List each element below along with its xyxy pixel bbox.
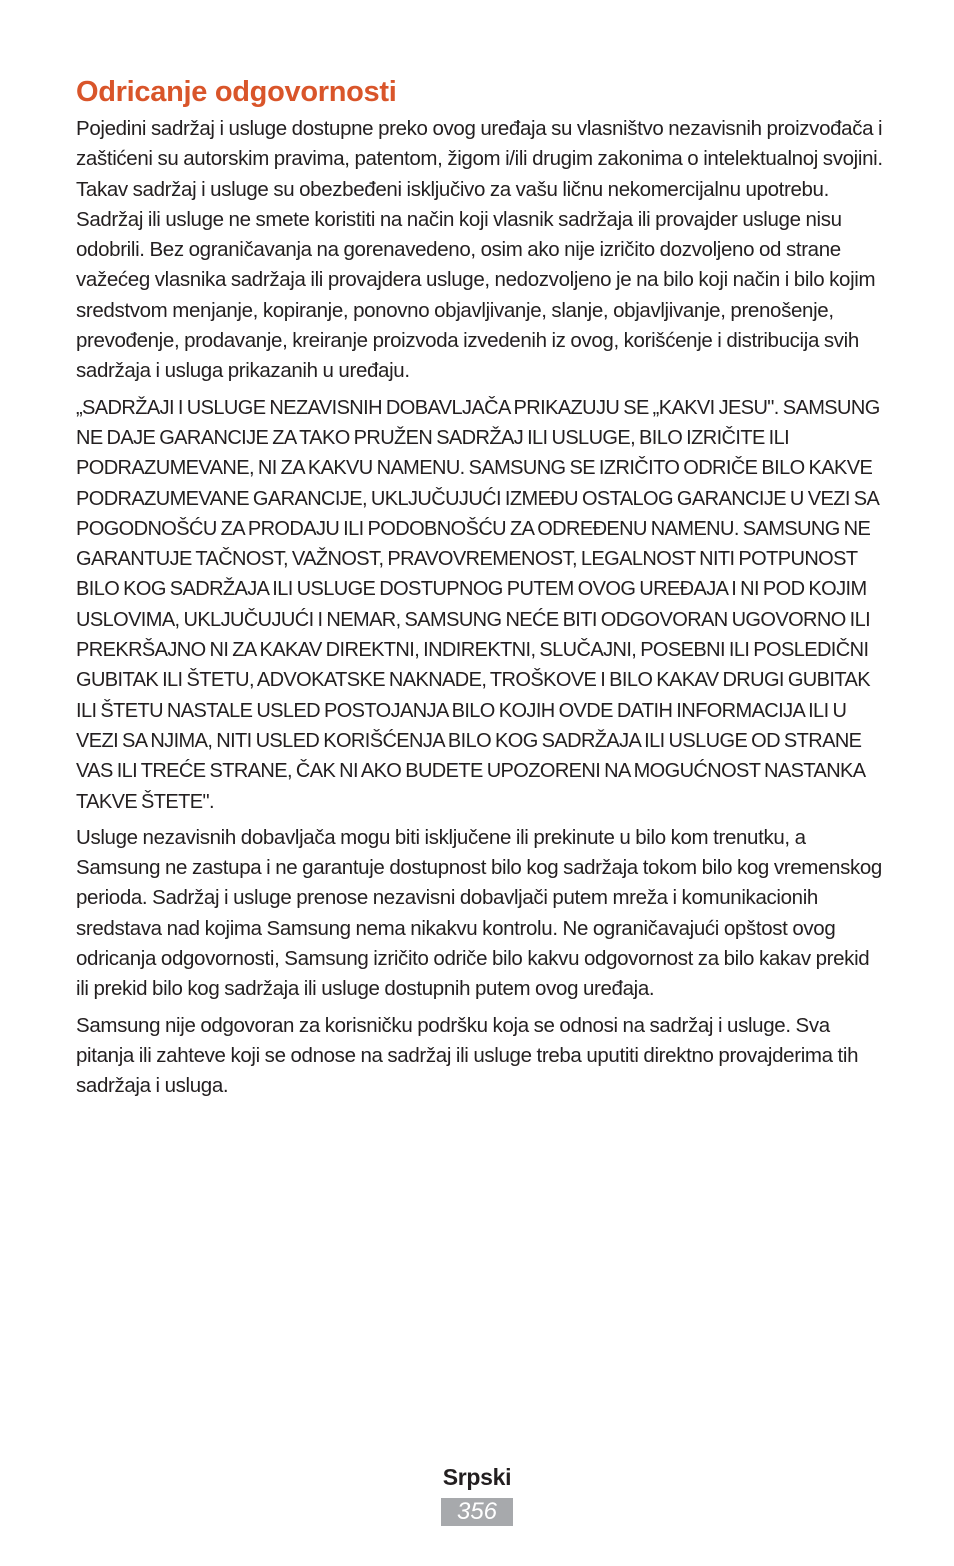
- page-number-badge: 356: [441, 1498, 513, 1526]
- paragraph-ownership: Pojedini sadržaj i usluge dostupne preko ovog uređaja su vlasništvo nezavisnih proizvođača i zaštićeni su autorskim pravima, patentom, žigom i/ili drugim zakonima o intelektualnoj svojini. Takav sadržaj i usluge su obezbeđeni isključivo za vašu ličnu nekomercijalnu upotrebu. Sadržaj ili usluge ne smete koristiti na način koji vlasnik sadržaja ili provajder usluge nisu odobrili. Bez ograničavanja na gorenavedeno, osim ako nije izričito dozvoljeno od strane važećeg vlasnika sadržaja ili provajdera usluge, nedozvoljeno je na bilo koji način i bilo kojim sredstvom menjanje, kopiranje, ponovno objavljivanje, slanje, objavljivanje, prenošenje, prevođenje, prodavanje, kreiranje proizvoda izvedenih iz ovog, korišćenje i distribucija svih sadržaja i usluga prikazanih u uređaju.: [76, 117, 883, 383]
- paragraph-customer-support: Samsung nije odgovoran za korisničku podršku koja se odnosi na sadržaj i usluge. Sva pitanja ili zahteve koji se odnose na sadržaj ili usluge treba uputiti direktno provajderima tih sadržaja i usluga.: [76, 1013, 859, 1098]
- page-title: Odricanje odgovornosti: [76, 76, 397, 108]
- footer-language: Srpski: [442, 1464, 512, 1490]
- paragraph-warranty-disclaimer: „SADRŽAJI I USLUGE NEZAVISNIH DOBAVLJAČA PRIKAZUJU SE „KAKVI JESU". SAMSUNG NE DAJE GARANCIJE ZA TAKO PRUŽEN SADRŽAJ ILI USLUGE, BILO IZRIČITE ILI PODRAZUMEVANE, NI ZA KAKVU NAMENU. SAMSUNG SE IZRIČITO ODRIČE BILO KAKVE PODRAZUMEVANE GARANCIJE, UKLJUČUJUĆI IZMEĐU OSTALOG GARANCIJE U VEZI SA POGODNOŠĆU ZA PRODAJU ILI PODOBNOŠĆU ZA ODREĐENU NAMENU. SAMSUNG NE GARANTUJE TAČNOST, VAŽNOST, PRAVOVREMENOST, LEGALNOST NITI POTPUNOST BILO KOG SADRŽAJA ILI USLUGE DOSTUPNOG PUTEM OVOG UREĐAJA I NI POD KOJIM USLOVIMA, UKLJUČUJUĆI I NEMAR, SAMSUNG NEĆE BITI ODGOVORAN UGOVORNO ILI PREKRŠAJNO NI ZA KAKAV DIREKTNI, INDIREKTNI, SLUČAJNI, POSEBNI ILI POSLEDIČNI GUBITAK ILI ŠTETU, ADVOKATSKE NAKNADE, TROŠKOVE I BILO KAKAV DRUGI GUBITAK ILI ŠTETU NASTALE USLED POSTOJANJA BILO KOJIH OVDE DATIH INFORMACIJA ILI U VEZI SA NJIMA, NITI USLED KORIŠĆENJA BILO KOG SADRŽAJA ILI USLUGE OD STRANE VAS ILI TREĆE STRANE, ČAK NI AKO BUDETE UPOZORENI NA MOGUĆNOST NASTANKA TAKVE ŠTETE".: [76, 396, 880, 813]
- paragraph-service-interruption: Usluge nezavisnih dobavljača mogu biti isključene ili prekinute u bilo kom trenutku, a Samsung ne zastupa i ne garantuje dostupnost bilo kog sadržaja tokom bilo kog vremenskog perioda. Sadržaj i usluge prenose nezavisni dobavljači putem mreža i komunikacionih sredstava nad kojima Samsung nema nikakvu kontrolu. Ne ograničavajući opštost ovog odricanja odgovornosti, Samsung izričito odriče bilo kakvu odgovornost za bilo kakav prekid ili prekid bilo kog sadržaja ili usluge dostupnih putem ovog uređaja.: [76, 825, 882, 1001]
- document-page: [76, 74, 886, 1108]
- page-footer: [0, 1462, 954, 1526]
